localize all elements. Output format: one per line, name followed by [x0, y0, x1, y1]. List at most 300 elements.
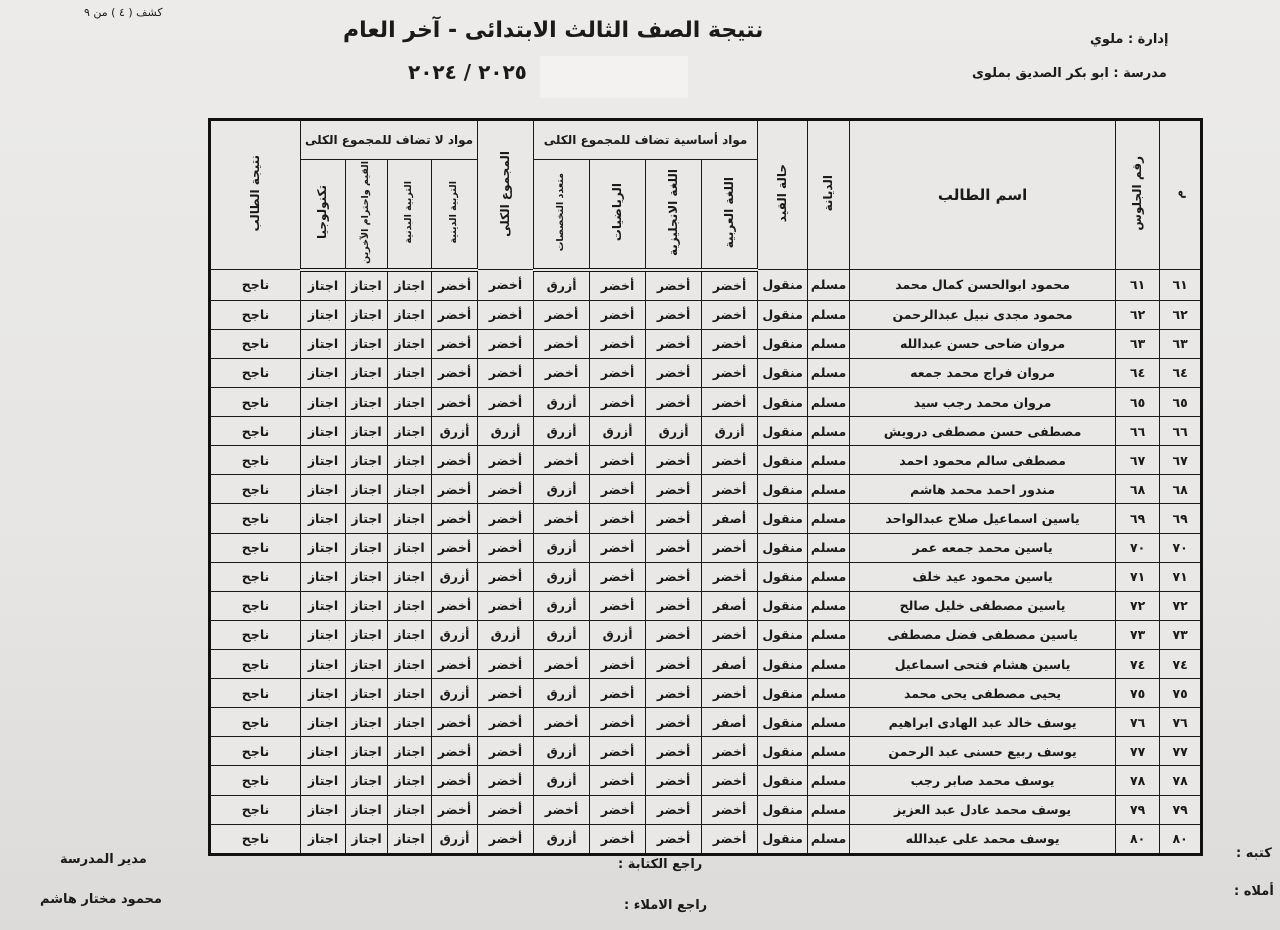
cell-seat: ٦٢	[1116, 300, 1160, 329]
cell-seat: ٧٨	[1116, 766, 1160, 795]
table-row	[210, 591, 1202, 620]
cell-physical: اجتاز	[388, 795, 432, 824]
col-header-physical: التربية البدنية	[388, 160, 432, 270]
cell-physical: اجتاز	[388, 475, 432, 504]
cell-multi: أزرق	[534, 562, 590, 591]
cell-math: أخضر	[590, 446, 646, 475]
cell-english: أخضر	[646, 708, 702, 737]
cell-religious: أخضر	[432, 649, 478, 678]
cell-religion: مسلم	[808, 504, 850, 533]
cell-result: ناجح	[210, 795, 301, 824]
cell-total: أخضر	[478, 591, 534, 620]
cell-physical: اجتاز	[388, 679, 432, 708]
cell-seat: ٧٦	[1116, 708, 1160, 737]
cell-religion: مسلم	[808, 824, 850, 854]
cell-math: أخضر	[590, 737, 646, 766]
cell-religion: مسلم	[808, 270, 850, 301]
cell-physical: اجتاز	[388, 824, 432, 854]
cell-m: ٧٧	[1160, 737, 1202, 766]
cell-arabic: أصفر	[702, 708, 758, 737]
cell-m: ٧٥	[1160, 679, 1202, 708]
cell-total: أخضر	[478, 387, 534, 416]
cell-ict: اجتاز	[301, 737, 346, 766]
table-row	[210, 300, 1202, 329]
cell-name: يوسف محمد عادل عبد العزيز	[850, 795, 1116, 824]
col-header-religious: التربية الدينية	[432, 160, 478, 270]
cell-seat: ٦٨	[1116, 475, 1160, 504]
cell-name: مروان محمد رجب سيد	[850, 387, 1116, 416]
cell-physical: اجتاز	[388, 649, 432, 678]
cell-english: أخضر	[646, 737, 702, 766]
cell-arabic: أخضر	[702, 475, 758, 504]
cell-ict: اجتاز	[301, 562, 346, 591]
col-header-arabic: اللغة العربية	[702, 160, 758, 270]
cell-result: ناجح	[210, 300, 301, 329]
table-row	[210, 329, 1202, 358]
cell-total: أخضر	[478, 329, 534, 358]
principal-label: مدير المدرسة	[60, 852, 147, 867]
cell-arabic: أخضر	[702, 795, 758, 824]
cell-religion: مسلم	[808, 358, 850, 387]
cell-m: ٦٥	[1160, 387, 1202, 416]
cell-seat: ٧١	[1116, 562, 1160, 591]
cell-religious: أزرق	[432, 679, 478, 708]
cell-arabic: أخضر	[702, 329, 758, 358]
cell-values: اجتاز	[346, 300, 388, 329]
cell-multi: أزرق	[534, 824, 590, 854]
cell-english: أخضر	[646, 504, 702, 533]
cell-religion: مسلم	[808, 591, 850, 620]
cell-status: منقول	[758, 766, 808, 795]
table-row	[210, 649, 1202, 678]
cell-values: اجتاز	[346, 824, 388, 854]
cell-status: منقول	[758, 358, 808, 387]
cell-multi: أزرق	[534, 475, 590, 504]
cell-result: ناجح	[210, 329, 301, 358]
cell-m: ٦٦	[1160, 417, 1202, 446]
col-header-religion: الديانة	[808, 120, 850, 270]
cell-total: أخضر	[478, 562, 534, 591]
cell-seat: ٦١	[1116, 270, 1160, 301]
cell-multi: أخضر	[534, 649, 590, 678]
cell-status: منقول	[758, 591, 808, 620]
cell-total: أخضر	[478, 679, 534, 708]
cell-status: منقول	[758, 795, 808, 824]
cell-math: أخضر	[590, 270, 646, 301]
cell-values: اجتاز	[346, 591, 388, 620]
cell-total: أخضر	[478, 737, 534, 766]
table-row	[210, 708, 1202, 737]
cell-english: أخضر	[646, 591, 702, 620]
cell-result: ناجح	[210, 591, 301, 620]
cell-status: منقول	[758, 417, 808, 446]
cell-religious: أزرق	[432, 620, 478, 649]
cell-math: أخضر	[590, 329, 646, 358]
cell-ict: اجتاز	[301, 300, 346, 329]
cell-name: مندور احمد محمد هاشم	[850, 475, 1116, 504]
col-header-seat: رقم الجلوس	[1116, 120, 1160, 270]
cell-result: ناجح	[210, 679, 301, 708]
cell-seat: ٦٧	[1116, 446, 1160, 475]
cell-total: أخضر	[478, 475, 534, 504]
cell-math: أخضر	[590, 766, 646, 795]
cell-ict: اجتاز	[301, 824, 346, 854]
cell-math: أخضر	[590, 708, 646, 737]
cell-ict: اجتاز	[301, 446, 346, 475]
cell-religious: أخضر	[432, 475, 478, 504]
cell-result: ناجح	[210, 766, 301, 795]
cell-english: أخضر	[646, 387, 702, 416]
cell-result: ناجح	[210, 417, 301, 446]
cell-m: ٧٩	[1160, 795, 1202, 824]
cell-name: محمود ابوالحسن كمال محمد	[850, 270, 1116, 301]
cell-name: يوسف ربيع حسنى عبد الرحمن	[850, 737, 1116, 766]
cell-name: مصطفى حسن مصطفى درويش	[850, 417, 1116, 446]
cell-name: ياسين هشام فتحى اسماعيل	[850, 649, 1116, 678]
cell-math: أخضر	[590, 679, 646, 708]
table-row	[210, 562, 1202, 591]
cell-status: منقول	[758, 270, 808, 301]
cell-values: اجتاز	[346, 708, 388, 737]
col-header-ict: تكنولوجيا	[301, 160, 346, 270]
cell-religion: مسلم	[808, 708, 850, 737]
cell-arabic: أخضر	[702, 300, 758, 329]
cell-total: أخضر	[478, 824, 534, 854]
cell-arabic: أخضر	[702, 737, 758, 766]
cell-values: اجتاز	[346, 475, 388, 504]
cell-multi: أزرق	[534, 270, 590, 301]
cell-religious: أخضر	[432, 795, 478, 824]
cell-arabic: أخضر	[702, 562, 758, 591]
cell-religion: مسلم	[808, 533, 850, 562]
cell-religious: أخضر	[432, 329, 478, 358]
cell-multi: أزرق	[534, 591, 590, 620]
cell-physical: اجتاز	[388, 387, 432, 416]
cell-result: ناجح	[210, 824, 301, 854]
cell-physical: اجتاز	[388, 358, 432, 387]
admin-line	[1090, 32, 1168, 47]
cell-religion: مسلم	[808, 417, 850, 446]
cell-english: أخضر	[646, 620, 702, 649]
cell-name: ياسين مصطفى خليل صالح	[850, 591, 1116, 620]
cell-m: ٨٠	[1160, 824, 1202, 854]
cell-multi: أزرق	[534, 387, 590, 416]
cell-m: ٦٧	[1160, 446, 1202, 475]
cell-math: أخضر	[590, 387, 646, 416]
cell-values: اجتاز	[346, 737, 388, 766]
cell-total: أخضر	[478, 533, 534, 562]
cell-seat: ٧٣	[1116, 620, 1160, 649]
cell-name: يوسف محمد صابر رجب	[850, 766, 1116, 795]
table-row	[210, 795, 1202, 824]
cell-physical: اجتاز	[388, 766, 432, 795]
cell-total: أزرق	[478, 417, 534, 446]
cell-values: اجتاز	[346, 329, 388, 358]
cell-religious: أخضر	[432, 387, 478, 416]
cell-ict: اجتاز	[301, 708, 346, 737]
principal-name: محمود مختار هاشم	[40, 892, 162, 907]
admin-label: إدارة :	[1127, 32, 1169, 47]
cell-arabic: أخضر	[702, 679, 758, 708]
cell-english: أخضر	[646, 795, 702, 824]
cell-ict: اجتاز	[301, 358, 346, 387]
cell-religion: مسلم	[808, 620, 850, 649]
cell-seat: ٧٥	[1116, 679, 1160, 708]
cell-religion: مسلم	[808, 475, 850, 504]
cell-result: ناجح	[210, 270, 301, 301]
highlight-mark	[540, 56, 688, 98]
cell-total: أزرق	[478, 620, 534, 649]
review-dictation-label: راجع الاملاء :	[624, 898, 708, 913]
cell-seat: ٧٤	[1116, 649, 1160, 678]
cell-arabic: أخضر	[702, 446, 758, 475]
cell-multi: أزرق	[534, 766, 590, 795]
cell-ict: اجتاز	[301, 475, 346, 504]
cell-religion: مسلم	[808, 679, 850, 708]
cell-arabic: أخضر	[702, 766, 758, 795]
cell-arabic: أخضر	[702, 824, 758, 854]
results-table	[208, 118, 1203, 856]
academic-year: ٢٠٢٥ / ٢٠٢٤	[408, 60, 527, 84]
cell-arabic: أخضر	[702, 620, 758, 649]
cell-arabic: أخضر	[702, 358, 758, 387]
cell-ict: اجتاز	[301, 387, 346, 416]
sheet-number: كشف ( ٤ ) من ٩	[84, 6, 163, 19]
cell-values: اجتاز	[346, 679, 388, 708]
cell-m: ٧٨	[1160, 766, 1202, 795]
cell-math: أزرق	[590, 417, 646, 446]
cell-religious: أزرق	[432, 417, 478, 446]
cell-status: منقول	[758, 533, 808, 562]
cell-religious: أخضر	[432, 766, 478, 795]
cell-multi: أخضر	[534, 504, 590, 533]
school-value: ابو بكر الصديق بملوى	[972, 66, 1109, 81]
cell-m: ٧٢	[1160, 591, 1202, 620]
cell-arabic: أخضر	[702, 270, 758, 301]
cell-english: أخضر	[646, 446, 702, 475]
cell-physical: اجتاز	[388, 417, 432, 446]
cell-math: أخضر	[590, 300, 646, 329]
cell-values: اجتاز	[346, 504, 388, 533]
cell-values: اجتاز	[346, 358, 388, 387]
header-row-1	[210, 120, 1202, 160]
cell-total: أخضر	[478, 649, 534, 678]
cell-english: أخضر	[646, 766, 702, 795]
cell-name: مروان فراج محمد جمعه	[850, 358, 1116, 387]
cell-physical: اجتاز	[388, 562, 432, 591]
cell-ict: اجتاز	[301, 649, 346, 678]
table-row	[210, 446, 1202, 475]
cell-seat: ٦٩	[1116, 504, 1160, 533]
cell-math: أخضر	[590, 824, 646, 854]
cell-seat: ٦٥	[1116, 387, 1160, 416]
cell-total: أخضر	[478, 358, 534, 387]
cell-arabic: أصفر	[702, 591, 758, 620]
cell-multi: أخضر	[534, 358, 590, 387]
cell-math: أخضر	[590, 795, 646, 824]
cell-m: ٦٤	[1160, 358, 1202, 387]
cell-physical: اجتاز	[388, 300, 432, 329]
cell-religion: مسلم	[808, 649, 850, 678]
cell-result: ناجح	[210, 446, 301, 475]
cell-religious: أخضر	[432, 708, 478, 737]
cell-values: اجتاز	[346, 795, 388, 824]
cell-religious: أزرق	[432, 824, 478, 854]
col-header-m: م	[1160, 120, 1202, 270]
cell-values: اجتاز	[346, 620, 388, 649]
cell-values: اجتاز	[346, 649, 388, 678]
cell-ict: اجتاز	[301, 329, 346, 358]
cell-m: ٧٣	[1160, 620, 1202, 649]
cell-m: ٦٩	[1160, 504, 1202, 533]
cell-ict: اجتاز	[301, 591, 346, 620]
cell-religious: أخضر	[432, 737, 478, 766]
cell-result: ناجح	[210, 533, 301, 562]
cell-english: أخضر	[646, 329, 702, 358]
table-row	[210, 387, 1202, 416]
cell-physical: اجتاز	[388, 620, 432, 649]
results-body	[210, 270, 1202, 855]
cell-values: اجتاز	[346, 270, 388, 301]
cell-seat: ٧٧	[1116, 737, 1160, 766]
cell-math: أخضر	[590, 358, 646, 387]
cell-arabic: أصفر	[702, 649, 758, 678]
cell-english: أزرق	[646, 417, 702, 446]
cell-status: منقول	[758, 679, 808, 708]
cell-english: أخضر	[646, 824, 702, 854]
cell-total: أخضر	[478, 270, 534, 301]
writer-label: كتبه :	[1236, 846, 1272, 861]
school-line	[972, 66, 1167, 81]
cell-physical: اجتاز	[388, 270, 432, 301]
cell-m: ٦٣	[1160, 329, 1202, 358]
cell-english: أخضر	[646, 300, 702, 329]
admin-value: ملوي	[1090, 32, 1124, 47]
cell-result: ناجح	[210, 737, 301, 766]
table-row	[210, 533, 1202, 562]
cell-math: أخضر	[590, 533, 646, 562]
cell-multi: أخضر	[534, 300, 590, 329]
cell-english: أخضر	[646, 649, 702, 678]
cell-multi: أزرق	[534, 737, 590, 766]
cell-total: أخضر	[478, 300, 534, 329]
cell-total: أخضر	[478, 708, 534, 737]
cell-english: أخضر	[646, 270, 702, 301]
cell-name: يوسف خالد عبد الهادى ابراهيم	[850, 708, 1116, 737]
cell-physical: اجتاز	[388, 591, 432, 620]
cell-total: أخضر	[478, 766, 534, 795]
table-row	[210, 504, 1202, 533]
table-row	[210, 270, 1202, 301]
cell-religious: أزرق	[432, 562, 478, 591]
school-label: مدرسة :	[1113, 66, 1167, 81]
cell-religious: أخضر	[432, 270, 478, 301]
cell-english: أخضر	[646, 562, 702, 591]
cell-status: منقول	[758, 300, 808, 329]
cell-seat: ٧٠	[1116, 533, 1160, 562]
cell-arabic: أزرق	[702, 417, 758, 446]
cell-math: أخضر	[590, 649, 646, 678]
cell-seat: ٧٩	[1116, 795, 1160, 824]
col-header-result: نتيجة الطالب	[210, 120, 301, 270]
page-title: نتيجة الصف الثالث الابتدائى - آخر العام	[343, 18, 764, 43]
cell-result: ناجح	[210, 562, 301, 591]
cell-total: أخضر	[478, 795, 534, 824]
cell-ict: اجتاز	[301, 679, 346, 708]
cell-english: أخضر	[646, 533, 702, 562]
cell-m: ٧١	[1160, 562, 1202, 591]
cell-religious: أخضر	[432, 533, 478, 562]
cell-values: اجتاز	[346, 562, 388, 591]
cell-multi: أخضر	[534, 329, 590, 358]
col-header-math: الرياضيات	[590, 160, 646, 270]
cell-status: منقول	[758, 562, 808, 591]
cell-ict: اجتاز	[301, 270, 346, 301]
cell-multi: أزرق	[534, 679, 590, 708]
cell-math: أخضر	[590, 504, 646, 533]
col-header-english: اللغة الانجليزية	[646, 160, 702, 270]
cell-multi: أزرق	[534, 620, 590, 649]
cell-ict: اجتاز	[301, 766, 346, 795]
table-row	[210, 620, 1202, 649]
cell-religion: مسلم	[808, 300, 850, 329]
col-header-name: اسم الطالب	[850, 120, 1116, 270]
cell-status: منقول	[758, 504, 808, 533]
cell-values: اجتاز	[346, 446, 388, 475]
cell-values: اجتاز	[346, 387, 388, 416]
cell-status: منقول	[758, 708, 808, 737]
col-header-multi: متعدد التخصصات	[534, 160, 590, 270]
cell-total: أخضر	[478, 446, 534, 475]
cell-physical: اجتاز	[388, 329, 432, 358]
cell-religion: مسلم	[808, 387, 850, 416]
cell-religious: أخضر	[432, 591, 478, 620]
cell-status: منقول	[758, 649, 808, 678]
group-header-basic: مواد أساسية تضاف للمجموع الكلى	[534, 120, 758, 160]
cell-arabic: أخضر	[702, 533, 758, 562]
cell-ict: اجتاز	[301, 795, 346, 824]
cell-m: ٦١	[1160, 270, 1202, 301]
review-writing-label: راجع الكتابة :	[618, 857, 703, 872]
cell-ict: اجتاز	[301, 504, 346, 533]
cell-result: ناجح	[210, 649, 301, 678]
cell-ict: اجتاز	[301, 533, 346, 562]
cell-religion: مسلم	[808, 737, 850, 766]
cell-religion: مسلم	[808, 766, 850, 795]
cell-physical: اجتاز	[388, 446, 432, 475]
cell-name: محمود مجدى نبيل عبدالرحمن	[850, 300, 1116, 329]
col-header-values: القيم واحترام الآخرين	[346, 160, 388, 270]
cell-m: ٦٨	[1160, 475, 1202, 504]
cell-english: أخضر	[646, 475, 702, 504]
cell-seat: ٨٠	[1116, 824, 1160, 854]
cell-result: ناجح	[210, 620, 301, 649]
table-row	[210, 766, 1202, 795]
cell-status: منقول	[758, 475, 808, 504]
cell-religion: مسلم	[808, 446, 850, 475]
cell-values: اجتاز	[346, 417, 388, 446]
cell-name: يوسف محمد على عبدالله	[850, 824, 1116, 854]
cell-physical: اجتاز	[388, 737, 432, 766]
cell-status: منقول	[758, 446, 808, 475]
cell-arabic: أخضر	[702, 387, 758, 416]
cell-name: مروان ضاحى حسن عبدالله	[850, 329, 1116, 358]
cell-religious: أخضر	[432, 300, 478, 329]
cell-total: أخضر	[478, 504, 534, 533]
cell-arabic: أصفر	[702, 504, 758, 533]
cell-english: أخضر	[646, 358, 702, 387]
cell-status: منقول	[758, 329, 808, 358]
